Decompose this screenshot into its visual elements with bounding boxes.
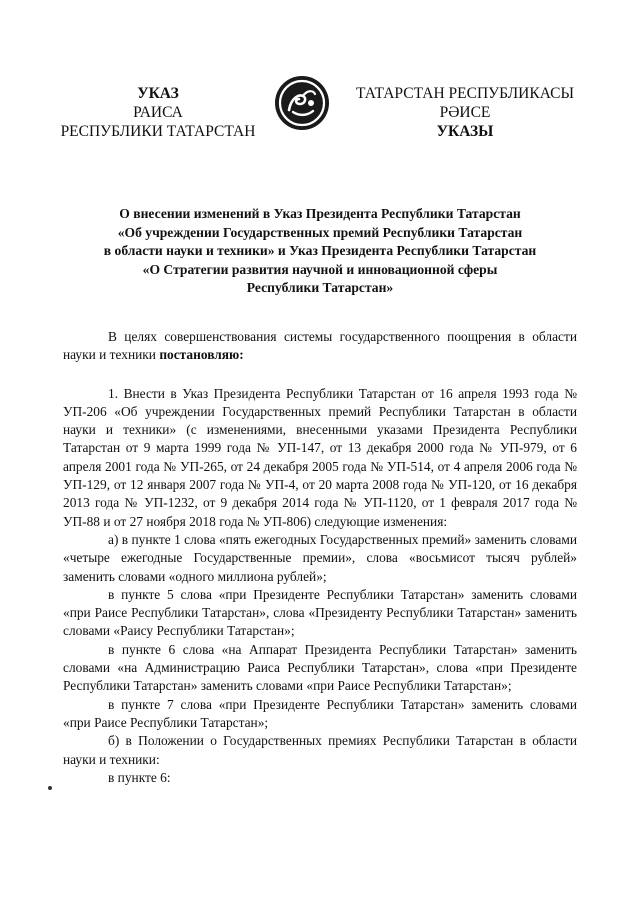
- paragraph-a: а) в пункте 1 слова «пять ежегодных Государственных премий» заменить словами «четыре ежегодные Государственные премии», слова «восьмисот тысяч рублей» заменить словами «одного миллиона рублей»;: [63, 531, 577, 584]
- title-line: в области науки и техники» и Указ Президента Республики Татарстан: [103, 243, 537, 259]
- paragraph-point-5: в пункте 5 слова «при Президенте Республики Татарстан» заменить словами «при Раисе Республики Татарстан», слова «Президенту Республики Татарстан» заменить словами «Раису Республики Татарстан»;: [63, 586, 577, 639]
- paragraph-point-6b: в пункте 6:: [108, 769, 171, 785]
- paragraph-b: б) в Положении о Государственных премиях Республики Татарстан в области науки и техники:: [63, 733, 577, 767]
- decree-title: [64, 205, 576, 298]
- decree-body: [63, 328, 577, 787]
- header-left-line-2: РАИСА: [133, 104, 183, 121]
- scan-dot: [48, 786, 52, 790]
- header-right-line-3: УКАЗЫ: [436, 123, 494, 140]
- header-right-line-1: ТАТАРСТАН РЕСПУБЛИКАСЫ: [356, 85, 574, 102]
- preamble-emphasis: постановляю:: [159, 347, 244, 363]
- header-left-line-3: РЕСПУБЛИКИ ТАТАРСТАН: [60, 123, 256, 140]
- paragraph-point-6: в пункте 6 слова «на Аппарат Президента Республики Татарстан» заменить словами «на Администрацию Раиса Республики Татарстан», слова «при Президенте Республики Татарстан» заменить словами «при Раисе Республики Татарстан»;: [63, 641, 577, 694]
- title-line: Республики Татарстан»: [246, 280, 394, 296]
- header-right-line-2: РӘИСЕ: [439, 104, 491, 121]
- title-line: «О Стратегии развития научной и инновационной сферы: [142, 261, 498, 277]
- title-line: О внесении изменений в Указ Президента Республики Татарстан: [119, 206, 521, 221]
- paragraph-1: 1. Внести в Указ Президента Республики Татарстан от 16 апреля 1993 года № УП-206 «Об учреждении Государственных премий Республики Татарстан в области науки и техники» (с изменениями, внесенными указами Президента Республики Татарстан от 9 марта 1999 года № УП-147, от 13 декабря 2000 года № УП-979, от 6 апреля 2001 года № УП-265, от 24 декабря 2005 года № УП-514, от 4 апреля 2006 года № УП-129, от 12 января 2007 года № УП-4, от 20 марта 2008 года № УП-120, от 16 декабря 2013 года № УП-1232, от 9 декабря 2014 года № УП-1120, от 1 февраля 2017 года № УП-88 и от 27 ноября 2018 года № УП-806) следующие изменения:: [63, 385, 577, 529]
- header-tatar: [350, 84, 580, 141]
- preamble-text: В целях совершенствования системы государственного поощрения в области науки и техники: [63, 329, 577, 363]
- paragraph-point-7: в пункте 7 слова «при Президенте Республики Татарстан» заменить словами «при Раисе Республики Татарстан»;: [63, 696, 577, 730]
- header-left-line-1: УКАЗ: [137, 85, 179, 102]
- header-russian: [60, 84, 256, 141]
- title-line: «Об учреждении Государственных премий Республики Татарстан: [117, 224, 523, 240]
- preamble-paragraph: [63, 328, 577, 365]
- tatarstan-emblem-icon: [273, 74, 331, 132]
